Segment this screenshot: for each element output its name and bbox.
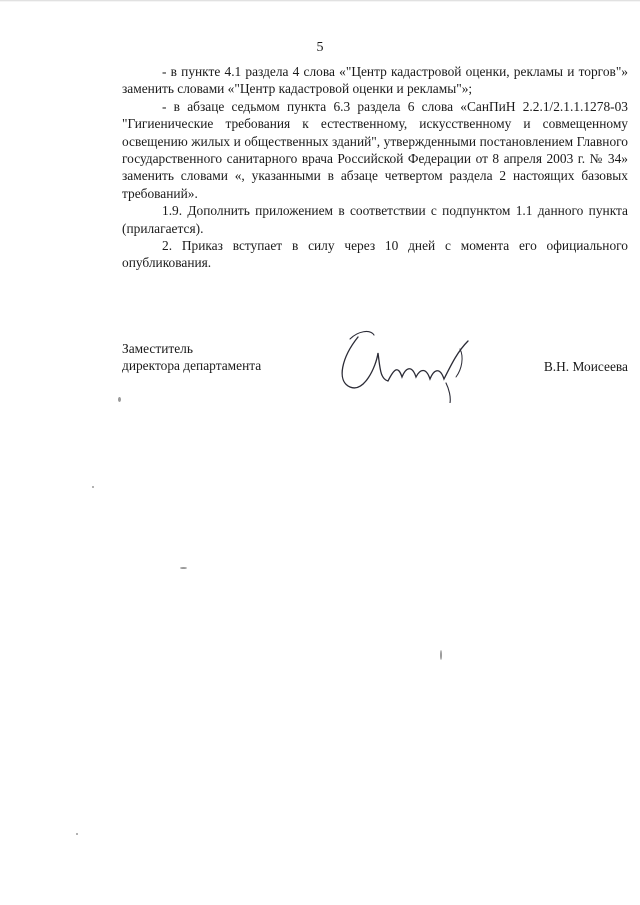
document-body — [122, 63, 628, 272]
paragraph-1-9: 1.9. Дополнить приложением в соответствии с подпунктом 1.1 данного пункта (прилагается). — [122, 203, 628, 236]
paragraph-2-effective-date: 2. Приказ вступает в силу через 10 дней с момента его официального опубликования. — [122, 238, 628, 271]
signatory-name: В.Н. Моисеева — [543, 359, 628, 374]
scan-speck — [440, 650, 442, 660]
scan-speck — [76, 833, 78, 835]
scan-speck — [92, 486, 94, 488]
signatory-position-line2: директора департамента — [122, 358, 262, 374]
page-number: 5 — [316, 40, 324, 55]
paragraph-amend-4-1: - в пункте 4.1 раздела 4 слова «"Центр кадастровой оценки, рекламы и торгов"» заменить словами «"Центр кадастровой оценки и рекламы"»; — [122, 64, 628, 97]
signatory-position — [122, 340, 261, 375]
signature-block — [122, 340, 628, 420]
handwritten-signature — [336, 323, 486, 403]
scan-speck — [118, 397, 121, 402]
scan-speck — [180, 567, 187, 569]
signatory-position-line1: Заместитель — [122, 341, 193, 356]
paragraph-amend-6-3: - в абзаце седьмом пункта 6.3 раздела 6 слова «СанПиН 2.2.1/2.1.1.1278-03 "Гигиенические требования к естественному, искусственному и совмещенному освещению жилых и общественных зданий", утвержденными постановлением Главного государственного санитарного врача Российской Федерации от 8 апреля 2003 г. № 34» заменить словами «, указанными в абзаце четвертом раздела 2 настоящих базовых требований». — [122, 98, 628, 201]
scan-edge — [0, 0, 640, 2]
